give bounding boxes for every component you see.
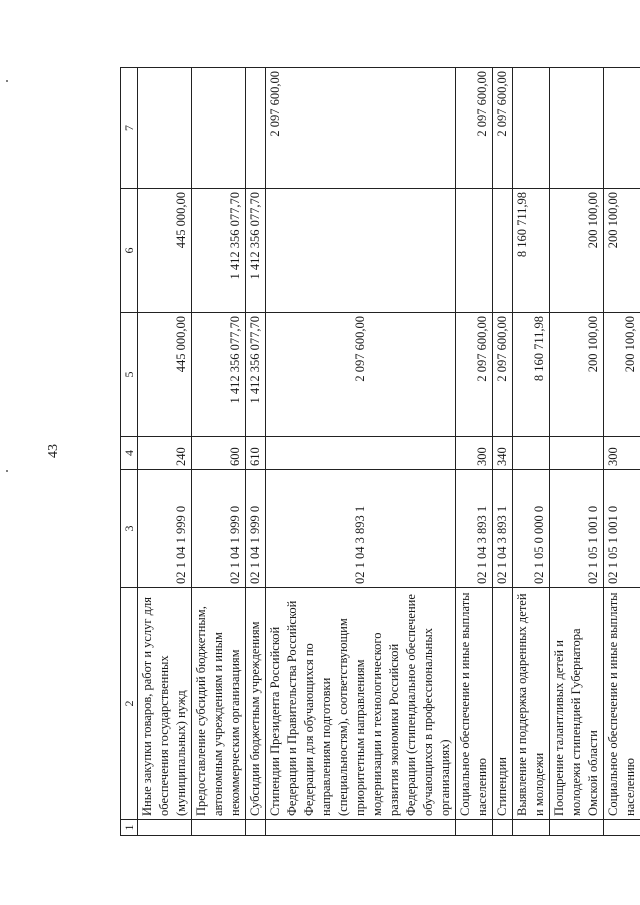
amount-col5-cell: 445 000,00 [138, 313, 192, 437]
amount-col5-cell: 1 412 356 077,70 [246, 313, 266, 437]
column-number-6: 6 [121, 189, 138, 313]
amount-col7-cell [513, 68, 550, 189]
table-row [604, 68, 640, 836]
amount-col6-cell [456, 189, 493, 313]
target-article-code-cell: 02 1 04 3 893 1 [456, 470, 493, 588]
target-article-code-cell: 02 1 05 0 000 0 [513, 470, 550, 588]
table-row [550, 68, 604, 836]
row-index-cell [266, 820, 456, 836]
target-article-code-cell: 02 1 04 3 893 1 [493, 470, 513, 588]
row-index-cell [246, 820, 266, 836]
table-row [493, 68, 513, 836]
row-name-cell: Поощрение талантливых детей и молодежи стипендией Губернатора Омской области [550, 588, 604, 820]
row-index-cell [192, 820, 246, 836]
amount-col6-cell: 200 100,00 [604, 189, 640, 313]
amount-col6-cell: 1 412 356 077,70 [192, 189, 246, 313]
amount-col5-cell: 2 097 600,00 [493, 313, 513, 437]
row-index-cell [456, 820, 493, 836]
amount-col7-cell [550, 68, 604, 189]
amount-col7-cell [246, 68, 266, 189]
row-index-cell [493, 820, 513, 836]
row-name-cell: Социальное обеспечение и иные выплаты населению [604, 588, 640, 820]
column-number-7: 7 [121, 68, 138, 189]
amount-col7-cell: 2 097 600,00 [456, 68, 493, 189]
row-name-cell: Выявление и поддержка одаренных детей и молодежи [513, 588, 550, 820]
column-number-3: 3 [121, 470, 138, 588]
amount-col7-cell [192, 68, 246, 189]
column-number-row [121, 68, 138, 836]
budget-table-sheet [120, 68, 637, 836]
expense-type-cell [513, 437, 550, 470]
amount-col7-cell: 2 097 600,00 [266, 68, 456, 189]
expense-type-cell: 300 [456, 437, 493, 470]
amount-col6-cell: 1 412 356 077,70 [246, 189, 266, 313]
expense-type-cell [550, 437, 604, 470]
table-row [456, 68, 493, 836]
amount-col5-cell: 200 100,00 [550, 313, 604, 437]
target-article-code-cell: 02 1 04 1 999 0 [192, 470, 246, 588]
amount-col5-cell: 2 097 600,00 [456, 313, 493, 437]
expense-type-cell: 610 [246, 437, 266, 470]
row-name-cell: Предоставление субсидий бюджетным, автономным учреждениям и иным некоммерческим организациям [192, 588, 246, 820]
scan-speck [6, 80, 8, 82]
amount-col6-cell: 445 000,00 [138, 189, 192, 313]
row-name-cell: Субсидии бюджетным учреждениям [246, 588, 266, 820]
expense-type-cell: 340 [493, 437, 513, 470]
amount-col7-cell [138, 68, 192, 189]
table-row [266, 68, 456, 836]
amount-col7-cell [604, 68, 640, 189]
target-article-code-cell: 02 1 04 3 893 1 [266, 470, 456, 588]
row-index-cell [513, 820, 550, 836]
row-name-cell: Иные закупки товаров, работ и услуг для обеспечения государственных (муниципальных) нужд [138, 588, 192, 820]
expense-type-cell: 300 [604, 437, 640, 470]
row-name-cell: Стипендии [493, 588, 513, 820]
table-row [513, 68, 550, 836]
amount-col6-cell: 200 100,00 [550, 189, 604, 313]
row-index-cell [550, 820, 604, 836]
budget-table [120, 67, 640, 836]
amount-col5-cell: 1 412 356 077,70 [192, 313, 246, 437]
column-number-1: 1 [121, 820, 138, 836]
target-article-code-cell: 02 1 05 1 001 0 [550, 470, 604, 588]
target-article-code-cell: 02 1 05 1 001 0 [604, 470, 640, 588]
target-article-code-cell: 02 1 04 1 999 0 [246, 470, 266, 588]
page-number: 43 [46, 444, 61, 458]
table-row [246, 68, 266, 836]
row-name-cell: Стипендии Президента Российской Федерации и Правительства Российской Федерации для обучающихся по направлениям подготовки (специальностям), соответствующим приоритетным направлениям модернизации и технологического развития экономики Российской Федерации (стипендиальное обеспечение обучающихся в профессиональных организациях) [266, 588, 456, 820]
row-index-cell [604, 820, 640, 836]
target-article-code-cell: 02 1 04 1 999 0 [138, 470, 192, 588]
column-number-2: 2 [121, 588, 138, 820]
amount-col6-cell [266, 189, 456, 313]
row-name-cell: Социальное обеспечение и иные выплаты населению [456, 588, 493, 820]
table-row [192, 68, 246, 836]
expense-type-cell [266, 437, 456, 470]
row-index-cell [138, 820, 192, 836]
table-row [138, 68, 192, 836]
column-number-5: 5 [121, 313, 138, 437]
column-number-4: 4 [121, 437, 138, 470]
amount-col6-cell: 8 160 711,98 [513, 189, 550, 313]
expense-type-cell: 600 [192, 437, 246, 470]
scan-speck [6, 470, 8, 472]
amount-col7-cell: 2 097 600,00 [493, 68, 513, 189]
amount-col5-cell: 8 160 711,98 [513, 313, 550, 437]
amount-col5-cell: 200 100,00 [604, 313, 640, 437]
amount-col5-cell: 2 097 600,00 [266, 313, 456, 437]
amount-col6-cell [493, 189, 513, 313]
expense-type-cell: 240 [138, 437, 192, 470]
